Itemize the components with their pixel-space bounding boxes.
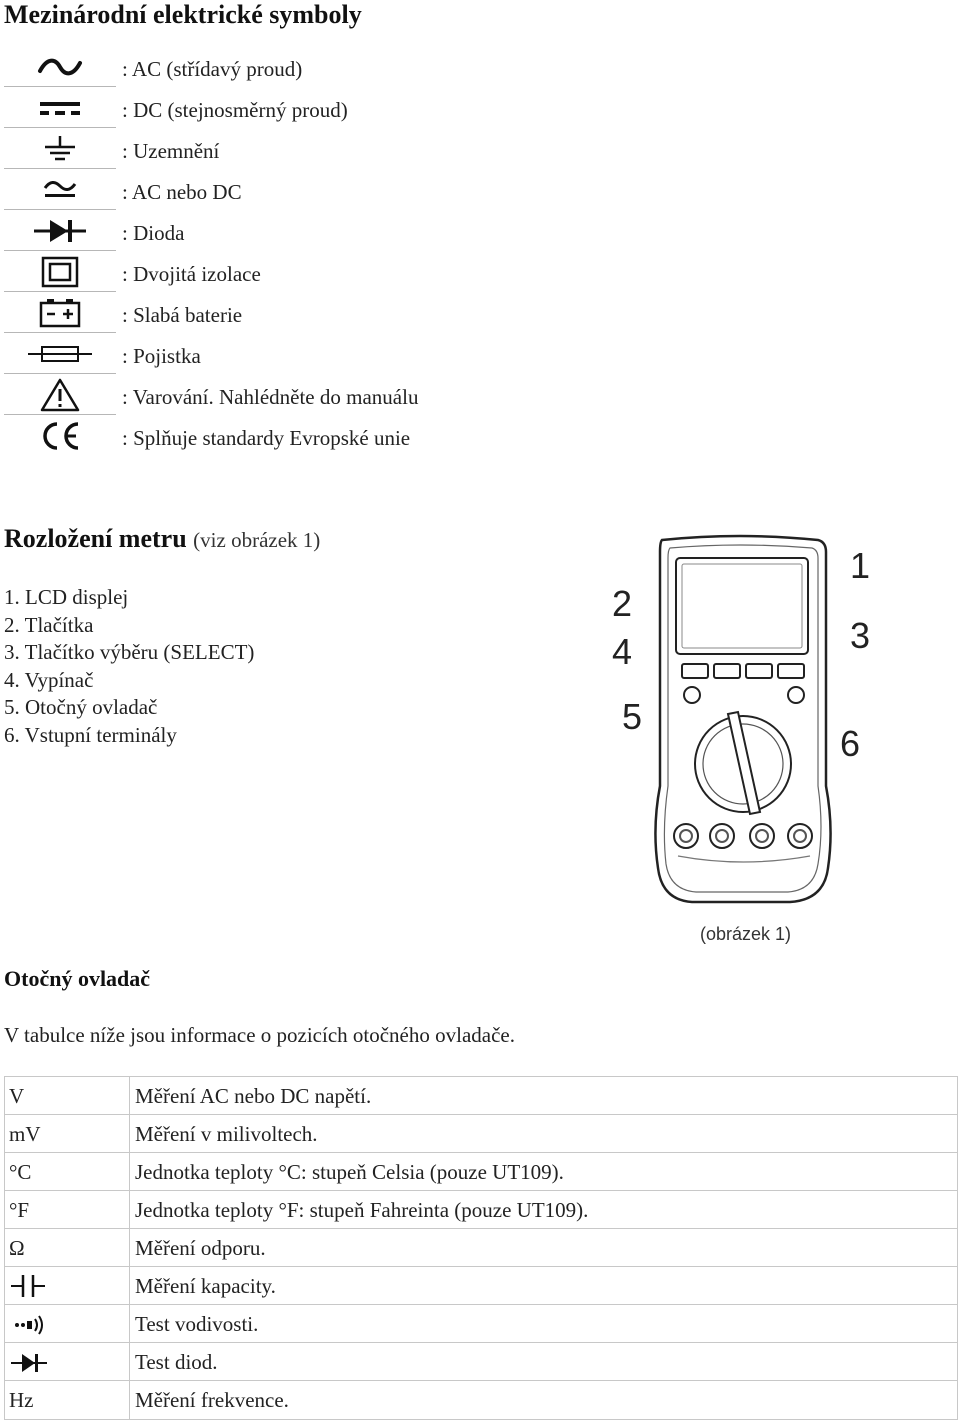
dc-icon xyxy=(4,89,116,128)
warning-icon xyxy=(4,376,116,415)
callout-6: 6 xyxy=(840,723,861,764)
callout-2: 2 xyxy=(612,583,633,624)
position-symbol xyxy=(5,1343,130,1381)
symbol-label: : Dvojitá izolace xyxy=(122,262,261,286)
ac-dc-icon xyxy=(4,171,116,210)
table-row xyxy=(5,1381,958,1420)
rotary-switch-heading: Otočný ovladač xyxy=(4,966,151,991)
callout-1: 1 xyxy=(850,545,871,586)
section-title: Rozložení metru xyxy=(4,524,187,553)
diode-icon xyxy=(9,1349,49,1373)
position-description: Měření AC nebo DC napětí. xyxy=(130,1077,958,1115)
table-row xyxy=(5,1343,958,1381)
diode-icon xyxy=(4,212,116,251)
list-item: 1. LCD displej xyxy=(4,585,129,609)
position-symbol xyxy=(5,1305,130,1343)
symbol-row xyxy=(0,376,520,417)
rotary-switch-table xyxy=(4,1076,958,1420)
table-row xyxy=(5,1153,958,1191)
symbol-label: : Pojistka xyxy=(122,344,201,368)
rotary-switch-intro: V tabulce níže jsou informace o pozicích otočného ovladače. xyxy=(4,1023,515,1047)
position-symbol: Hz xyxy=(5,1381,130,1420)
symbol-row xyxy=(0,417,520,458)
position-description: Test diod. xyxy=(130,1343,958,1381)
table-row xyxy=(5,1305,958,1343)
multimeter-figure xyxy=(600,528,920,948)
figure-caption: (obrázek 1) xyxy=(700,924,792,944)
meter-layout-heading xyxy=(4,524,320,555)
symbol-row xyxy=(0,130,520,171)
callout-3: 3 xyxy=(850,615,871,656)
table-row xyxy=(5,1115,958,1153)
double-insulation-icon xyxy=(4,253,116,292)
symbol-label: : AC (střídavý proud) xyxy=(122,57,303,81)
symbol-label: : Splňuje standardy Evropské unie xyxy=(122,426,411,450)
symbol-row xyxy=(0,335,520,376)
list-item: 3. Tlačítko výběru (SELECT) xyxy=(4,640,255,664)
symbol-row xyxy=(0,48,520,89)
symbol-label: : DC (stejnosměrný proud) xyxy=(122,98,348,122)
position-description: Měření kapacity. xyxy=(130,1267,958,1305)
low-battery-icon xyxy=(4,294,116,333)
callout-5: 5 xyxy=(622,696,643,737)
fuse-icon xyxy=(4,335,116,374)
ce-mark-icon xyxy=(4,417,116,455)
symbol-label: : Uzemnění xyxy=(122,139,220,163)
position-description: Měření frekvence. xyxy=(130,1381,958,1420)
symbol-label: : Dioda xyxy=(122,221,185,245)
position-symbol: Ω xyxy=(5,1229,130,1267)
table-row xyxy=(5,1191,958,1229)
position-description: Měření v milivoltech. xyxy=(130,1115,958,1153)
position-symbol: V xyxy=(5,1077,130,1115)
position-symbol: °F xyxy=(5,1191,130,1229)
symbol-row xyxy=(0,89,520,130)
symbol-list xyxy=(0,48,520,458)
list-item: 5. Otočný ovladač xyxy=(4,695,158,719)
position-description: Měření odporu. xyxy=(130,1229,958,1267)
position-description: Jednotka teploty °C: stupeň Celsia (pouze UT109). xyxy=(130,1153,958,1191)
list-item: 4. Vypínač xyxy=(4,667,94,692)
symbol-row xyxy=(0,253,520,294)
section-note: (viz obrázek 1) xyxy=(193,528,321,552)
symbol-row xyxy=(0,212,520,253)
list-item: 2. Tlačítka xyxy=(4,612,94,637)
ac-wave-icon xyxy=(4,48,116,87)
meter-parts-list xyxy=(4,584,254,749)
callout-4: 4 xyxy=(612,631,633,672)
position-description: Test vodivosti. xyxy=(130,1305,958,1343)
continuity-icon xyxy=(9,1310,49,1334)
symbol-row xyxy=(0,294,520,335)
position-symbol xyxy=(5,1267,130,1305)
position-description: Jednotka teploty °F: stupeň Fahreinta (pouze UT109). xyxy=(130,1191,958,1229)
capacitor-icon xyxy=(9,1272,49,1296)
list-item: 6. Vstupní terminály xyxy=(4,722,177,747)
table-row xyxy=(5,1267,958,1305)
ground-icon xyxy=(4,130,116,169)
position-symbol: °C xyxy=(5,1153,130,1191)
symbol-label: : Varování. Nahlédněte do manuálu xyxy=(122,385,419,409)
symbol-label: : Slabá baterie xyxy=(122,303,243,327)
position-symbol: mV xyxy=(5,1115,130,1153)
table-row xyxy=(5,1229,958,1267)
page-title: Mezinárodní elektrické symboly xyxy=(4,0,362,29)
table-row xyxy=(5,1077,958,1115)
symbol-label: : AC nebo DC xyxy=(122,180,242,204)
symbol-row xyxy=(0,171,520,212)
